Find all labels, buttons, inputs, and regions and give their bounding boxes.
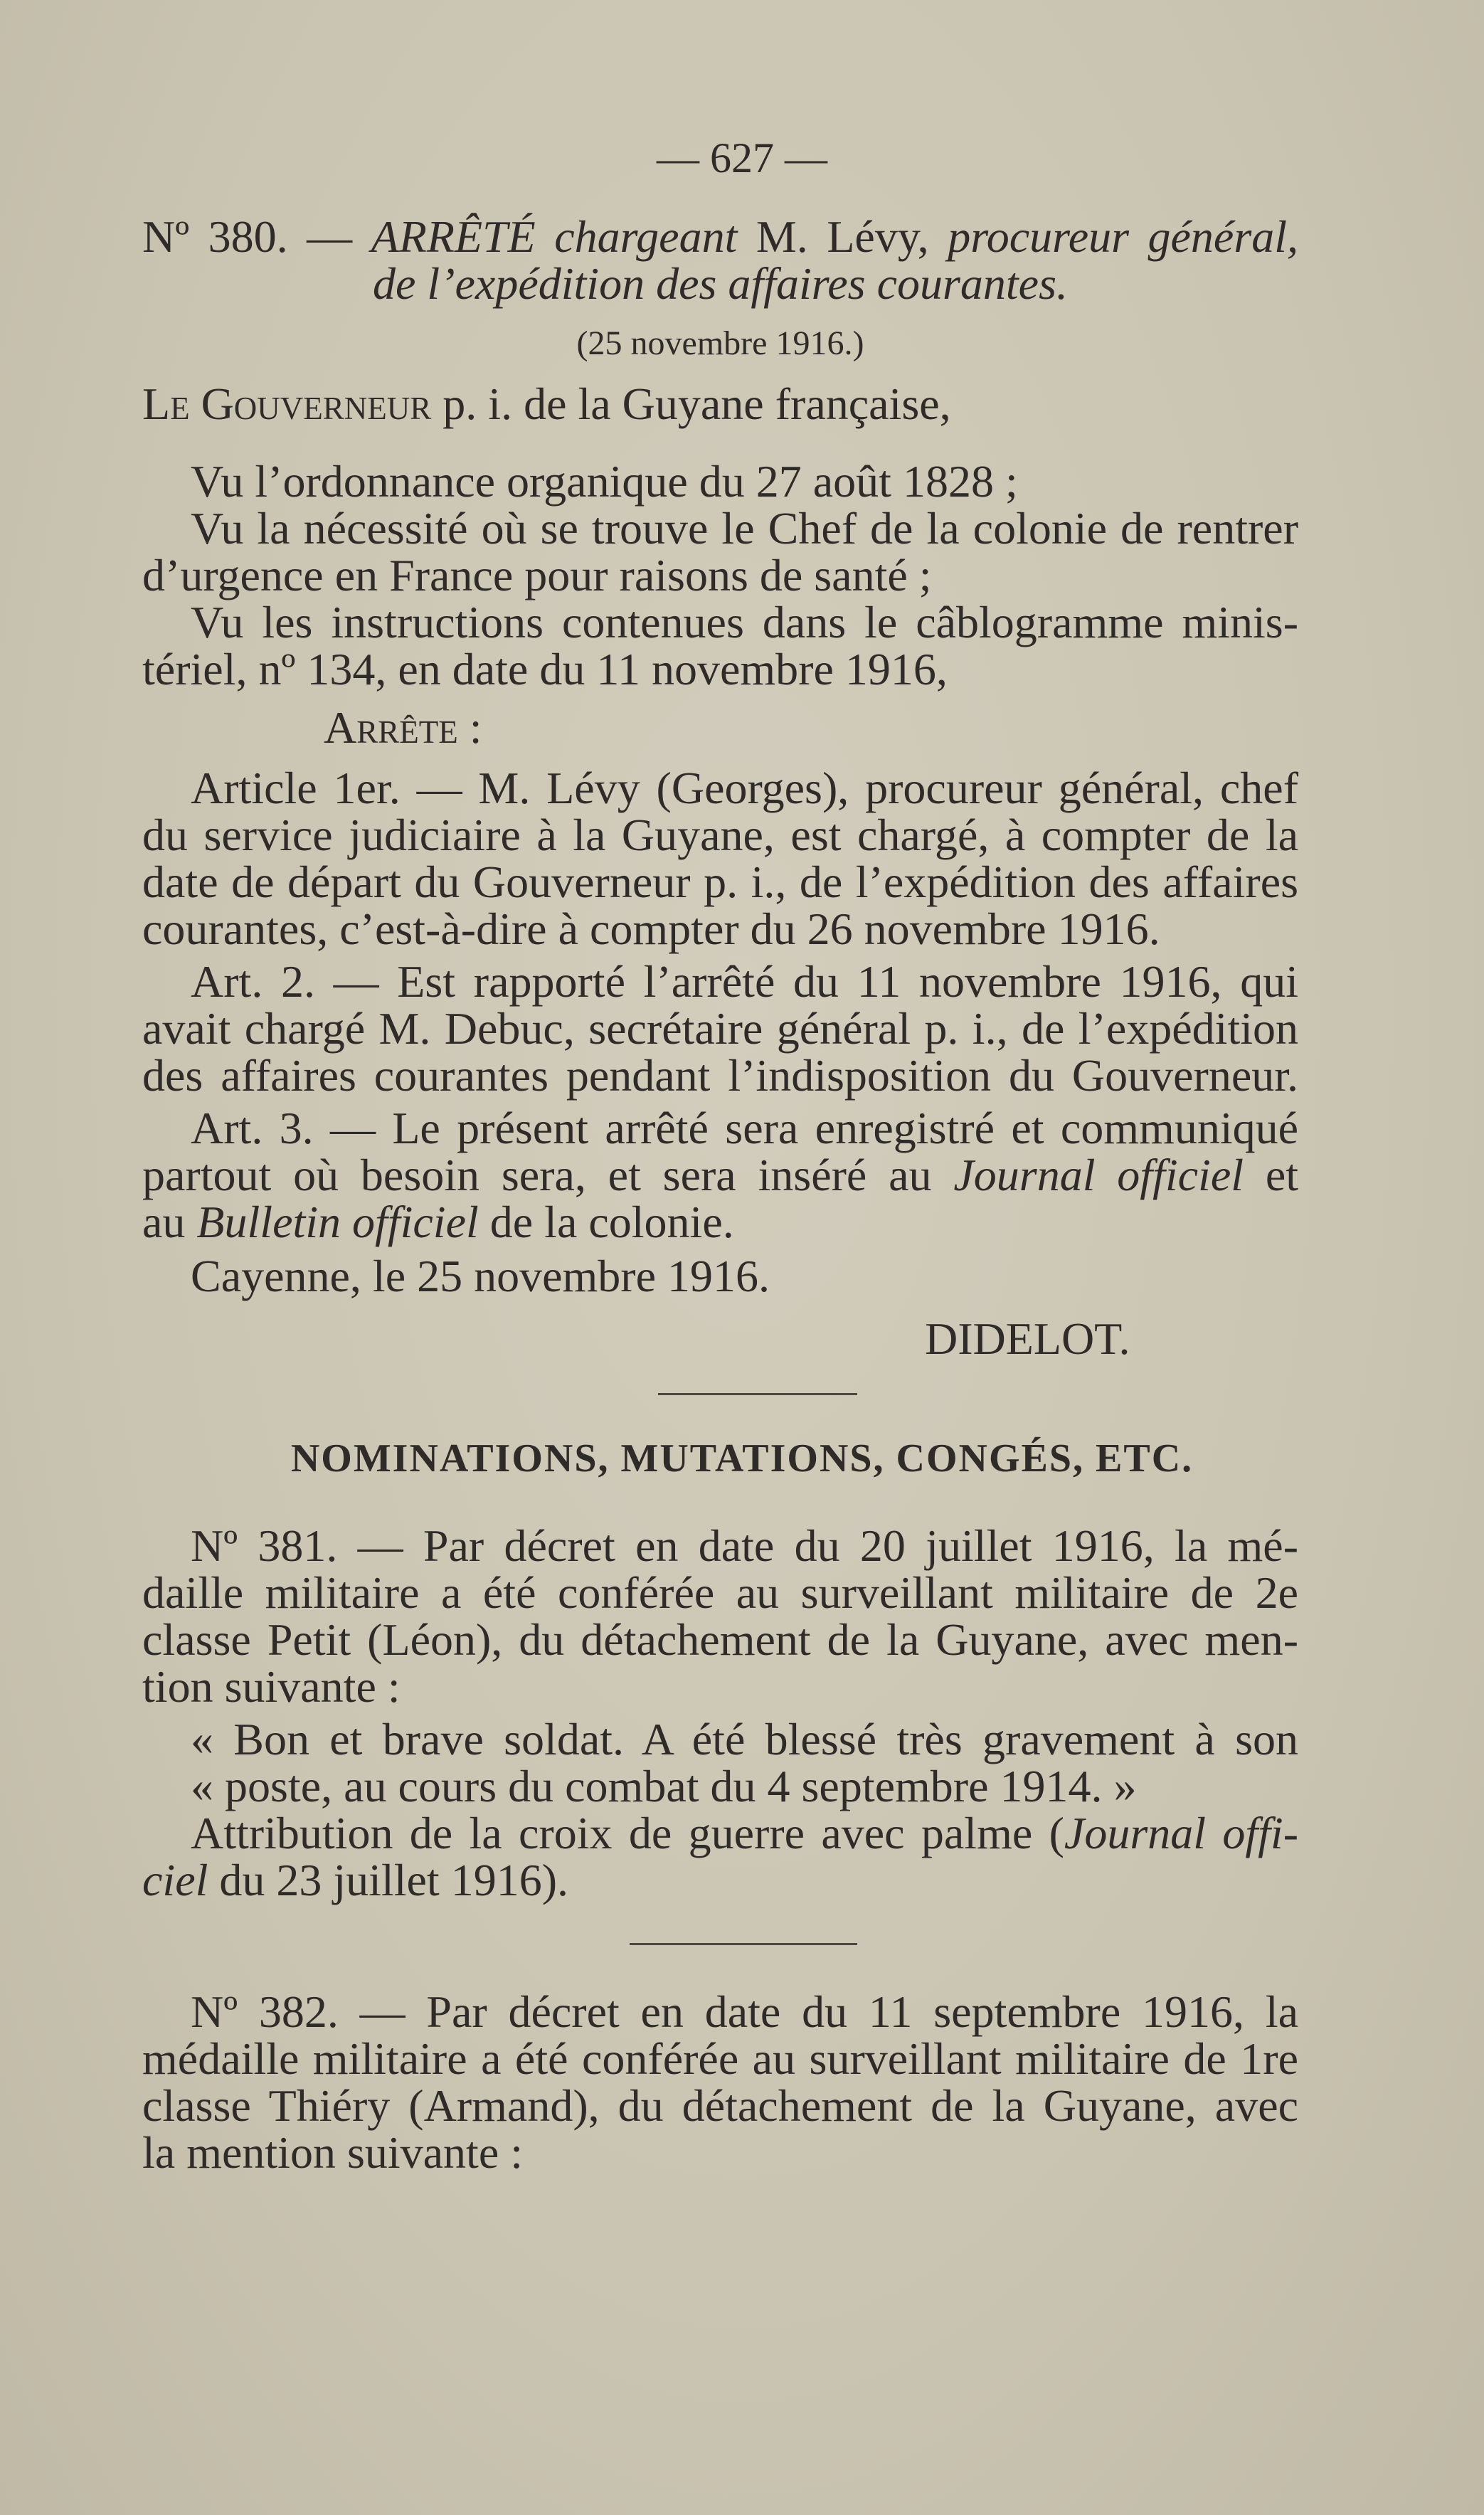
journal-title: Journal offi- xyxy=(1064,1808,1299,1858)
page-number: — 627 — xyxy=(657,134,827,181)
governor-text: p. i. de la Guyane française, xyxy=(431,378,951,429)
article-line: Art. 2. — Est rapporté l’arrêté du 11 novembre 1916, qui xyxy=(191,956,1298,1007)
article-line: courantes, c’est-à-dire à compter du 26 novembre 1916. xyxy=(142,904,1160,954)
body-line: tion suivante : xyxy=(142,1661,401,1712)
body-line: Nº 382. — Par décret en date du 11 septembre 1916, la xyxy=(191,1986,1298,2037)
person-title: procureur général, xyxy=(948,211,1299,262)
considerations xyxy=(142,458,1298,693)
article-line: avait chargé M. Debuc, secrétaire général p. i., de l’expédition xyxy=(142,1003,1298,1054)
article-line: au Bulletin officiel de la colonie. xyxy=(142,1197,734,1247)
quote-line: « poste, au cours du combat du 4 septembre 1914. » xyxy=(191,1761,1137,1811)
decree-381 xyxy=(142,1520,1299,1905)
decree-382 xyxy=(142,1986,1298,2178)
article-line: Article 1er. — M. Lévy (Georges), procureur général, chef xyxy=(191,763,1298,813)
title-line-2: de l’expédition des affaires courantes. xyxy=(373,258,1068,309)
decree-380-date: (25 novembre 1916.) xyxy=(576,324,864,362)
body-line: daille militaire a été conférée au surveillant militaire de 2e xyxy=(142,1567,1298,1618)
arrete-label: Arrête : xyxy=(324,702,482,753)
arrete-label-block xyxy=(142,704,1298,751)
decree-380-title xyxy=(142,213,1298,307)
body-line: ciel du 23 juillet 1916). xyxy=(142,1855,568,1905)
section-heading: NOMINATIONS, MUTATIONS, CONGÉS, ETC. xyxy=(290,1436,1194,1481)
articles xyxy=(142,765,1298,1300)
body-line: Nº 381. — Par décret en date du 20 juillet 1916, la mé- xyxy=(191,1520,1298,1571)
body-line: classe Petit (Léon), du détachement de la Guyane, avec men- xyxy=(142,1614,1298,1665)
journal-title: Journal officiel xyxy=(953,1150,1244,1200)
body-line: médaille militaire a été conférée au surveillant militaire de 1re xyxy=(142,2033,1298,2084)
preamble xyxy=(142,378,1298,429)
article-line: partout où besoin sera, et sera inséré au Journal officiel et xyxy=(142,1150,1299,1200)
article-line: des affaires courantes pendant l’indisposition du Gouverneur. xyxy=(142,1050,1298,1101)
separator-rule xyxy=(630,1943,857,1945)
governor-label: Le Gouverneur xyxy=(142,378,432,429)
title-line-1 xyxy=(142,213,1298,260)
place-date: Cayenne, le 25 novembre 1916. xyxy=(191,1251,770,1301)
article-line: du service judiciaire à la Guyane, est chargé, à compter de la xyxy=(142,810,1298,860)
body-line: Attribution de la croix de guerre avec palme (Journal offi- xyxy=(191,1808,1299,1858)
bulletin-title: Bulletin officiel xyxy=(196,1197,479,1247)
person-name: M. Lévy, xyxy=(737,211,948,262)
article-line: Art. 3. — Le présent arrêté sera enregistré et communiqué xyxy=(191,1103,1298,1153)
body-line: Vu les instructions contenues dans le câblogramme minis- xyxy=(191,597,1298,647)
body-line: tériel, nº 134, en date du 11 novembre 1916, xyxy=(142,644,948,694)
body-line: Vu la nécessité où se trouve le Chef de la colonie de rentrer xyxy=(191,503,1298,554)
body-line: la mention suivante : xyxy=(142,2127,523,2178)
body-line: classe Thiéry (Armand), du détachement de la Guyane, avec xyxy=(142,2080,1298,2131)
decree-type: ARRÊTÉ chargeant xyxy=(371,211,738,262)
separator-rule xyxy=(658,1393,857,1395)
article-line: date de départ du Gouverneur p. i., de l’expédition des affaires xyxy=(142,857,1298,907)
signature: DIDELOT. xyxy=(925,1313,1130,1364)
body-line: Vu l’ordonnance organique du 27 août 1828 ; xyxy=(191,456,1018,507)
decree-number: Nº 380. — xyxy=(142,211,371,262)
quote-line: « Bon et brave soldat. A été blessé très gravement à son xyxy=(191,1714,1298,1764)
body-line: d’urgence en France pour raisons de santé ; xyxy=(142,550,932,600)
